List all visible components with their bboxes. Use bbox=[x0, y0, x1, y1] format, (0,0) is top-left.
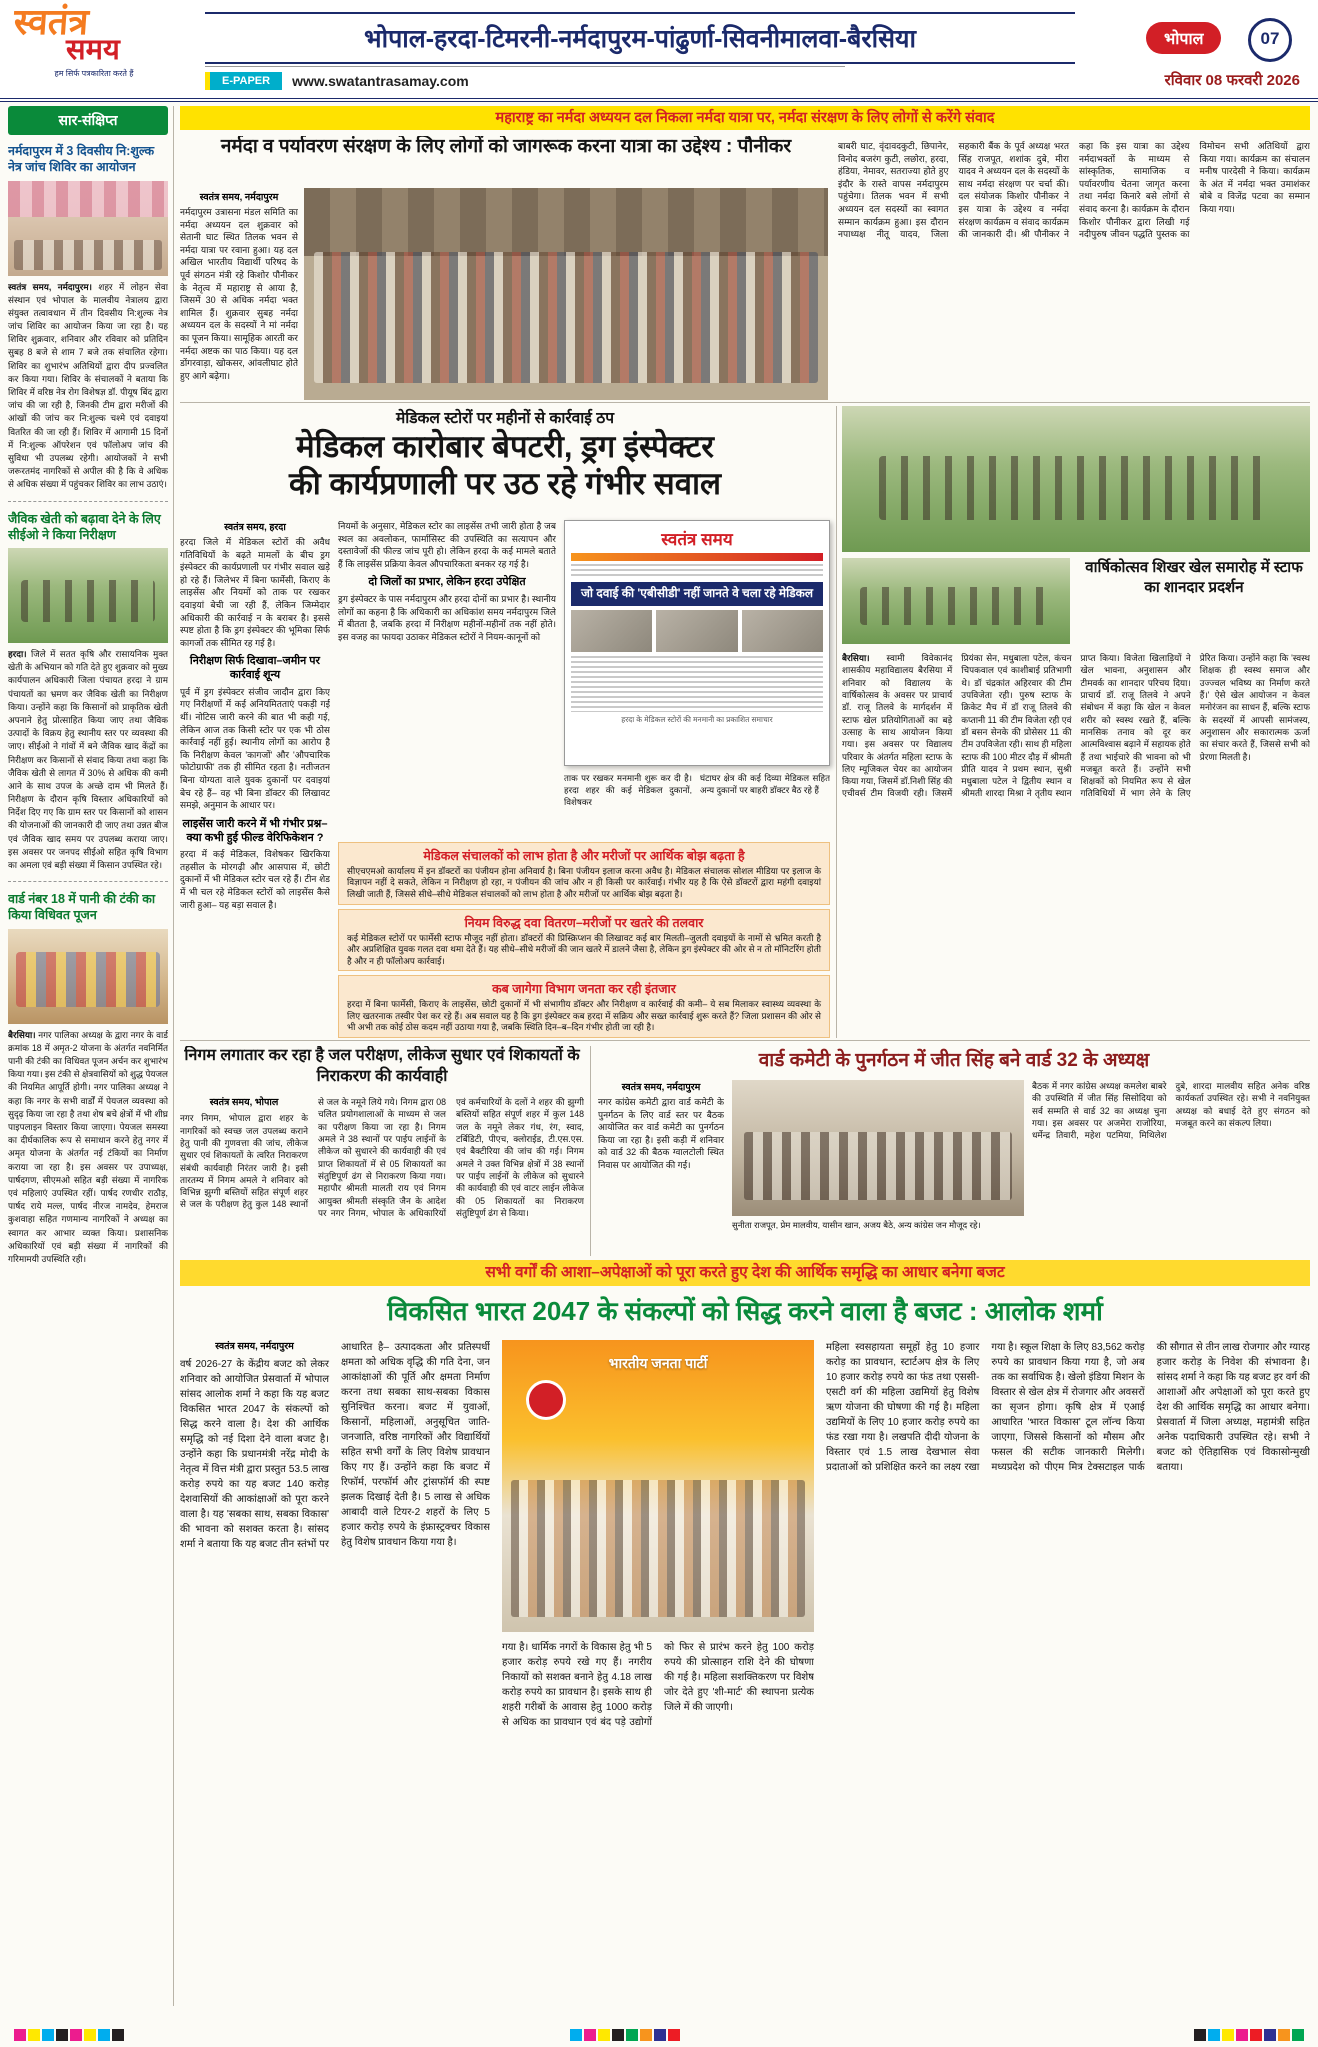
highlight-box-profit bbox=[338, 842, 830, 905]
dateline-lead: बैरसिया। bbox=[8, 1029, 36, 1040]
body-text: नर्मदापुरम उत्रासना मंडल समिति का नर्मदा अध्ययन दल शुक्रवार को सेतानी घाट स्थित तिलक भवन से नर्मदा यात्रा पर रवाना हुआ। यह दल अखिल भारतीय विद्यार्थी परिषद के पूर्व संगठन मंत्री रहे किशोर पौनीकर के नेतृत्व में महाराष्ट्र से आया है, जिसमें 30 से अधिक नर्मदा भक्त शामिल हैं। शुक्रवार सुबह नर्मदा अध्ययन दल के सदस्यों ने मां नर्मदा का पूजन किया। सामूहिक आरती कर नर्मदा अष्टक का पाठ किया। यह दल डोंगरवाड़ा, खोकसर, आंवलीघाट होते हुए आगे बढ़ेगा। bbox=[180, 207, 298, 381]
rail-divider bbox=[8, 501, 168, 502]
rail-item-body bbox=[8, 281, 168, 492]
article-columns-center: गया है। धार्मिक नगरों के विकास हेतु भी 5 हजार करोड़ रुपये रखे गए हैं। नगरीय निकायों को सशक्त बनाने हेतु 4.18 लाख करोड़ रुपये का प्रावधान है। इसके साथ ही शहरी गरीबों के आवास हेतु 1000 करोड़ से अधिक का प्रावधान एवं बंद पड़े उद्योगों को फिर से प्रारंभ करने हेतु 100 करोड़ रुपये की प्रोत्साहन राशि देने की घोषणा की गई है। महिला सशक्तिकरण पर विशेष जोर देते हुए 'शी-मार्ट' की स्थापना प्रत्येक जिले में की जाएगी। bbox=[502, 1642, 814, 1728]
article-columns bbox=[180, 1096, 584, 1254]
photo-caption: सुनीता राजपूत, प्रेम मालवीय, यासीन खान, अजय बैठे, अन्य कांग्रेस जन मौजूद रहे। bbox=[732, 1220, 981, 1230]
edition-cities-line: भोपाल-हरदा-टिमरनी-नर्मदापुरम-पांढुर्णा-सिवनीमालवा-बैरसिया bbox=[205, 12, 1075, 64]
article-headline: निगम लगातार कर रहा है जल परीक्षण, लीकेज सुधार एवं शिकायतों के निराकरण की कार्यवाही bbox=[184, 1047, 580, 1085]
rail-title: सार-संक्षिप्त bbox=[8, 106, 168, 135]
rail-item-headline: नर्मदापुरम में 3 दिवसीय नि:शुल्क नेत्र जांच शिविर का आयोजन bbox=[8, 144, 155, 175]
body-text: नगर निगम, भोपाल द्वारा शहर के नागरिकों को स्वच्छ जल उपलब्ध कराने हेतु पानी की गुणवत्ता की जांच, लीकेज सुधार एवं शिकायतों के त्वरित निराकरण संबंधी कार्यवाही निरंतर जारी है। इसी तारतम्य में निगम अमले ने शनिवार को विभिन्न झुग्गी बस्तियों सहित संपूर्ण शहर से जल के परीक्षण हेतु कुल 148 स्थानों से जल के नमूने लिये गये। निगम द्वारा 08 चलित प्रयोगशालाओं के माध्यम से जल का परीक्षण किया जा रहा है। निगम अमले ने 38 स्थानों पर पाईप लाईनों के लीकेज को सुधारने की कार्यवाही की एवं प्राप्त शिकायतों में से 05 शिकायतों का संतुष्टिपूर्ण ढंग से निराकरण किया गया। महापौर श्रीमती मालती राय एवं निगम आयुक्त श्रीमती संस्कृति जैन के आदेश पर नगर निगम, भोपाल के अधिकारियों एवं कर्मचारियों के दलों ने शहर की झुग्गी बस्तियों सहित संपूर्ण शहर में कुल 148 जल के नमूने लेकर गंध, रंग, स्वाद, टर्बिडिटी, पीएच, क्लोराईड, टी.एस.एस. एवं बैक्टीरिया की जांच की गई। निगम अमले ने उक्त विभिन्न क्षेत्रों में 38 स्थानों पर पाईप लाईनों के लीकेज को सुधारने की कार्यवाही की एवं वाटर लाईन लीकेज की 05 शिकायतों का निराकरण संतुष्टिपूर्ण ढंग से किया। bbox=[180, 1097, 584, 1218]
body-text: घंटाघर क्षेत्र की कई दिव्या मेडिकल सहित अन्य दुकानों पर बाहरी डॉक्टर बैठ रहे हैं bbox=[700, 773, 830, 796]
edition-badge: भोपाल bbox=[1146, 22, 1221, 54]
newspaper-logo bbox=[12, 1, 194, 79]
party-emblem bbox=[526, 1380, 566, 1420]
article-headline: नर्मदा व पर्यावरण संरक्षण के लिए लोगों को जागरूक करना यात्रा का उद्देश्य : पौनीकर bbox=[220, 136, 792, 157]
registration-marks-left bbox=[14, 2029, 124, 2041]
farm-inspection-photo bbox=[8, 548, 168, 643]
article-water-testing bbox=[180, 1046, 584, 1256]
narmada-group-photo bbox=[304, 188, 828, 400]
byline: स्वतंत्र समय, हरदा bbox=[224, 522, 286, 533]
body-text: शहर में लोहन सेवा संस्थान एवं भोपाल के मालवीय नेत्रालय द्वारा संयुक्त तत्वावधान में तीन दिवसीय नि:शुल्क नेत्र जांच शिविर का आयोजन किया जा रहा है। यह शिविर शुक्रवार, शनिवार और रविवार को प्रतिदिन सुबह 8 बजे से शाम 7 बजे तक संचालित रहेगा। शिविर का शुभारंभ अतिथियों द्वारा दीप प्रज्वलित कर किया गया। शिविर के संचालकों ने बताया कि शिविर में वरिष्ठ नेत्र रोग विशेषज्ञ डॉ. पीयूष बिंद द्वारा जांच की जा रही है, जिनकी टीम द्वारा मरीजों की आंखों की जांच कर नि:शुल्क चश्मे एवं दवाइयां वितरित की जा रही हैं। शिविर में आगामी 15 दिनों में नि:शुल्क ऑपरेशन एवं फॉलोअप जांच की सुविधा भी उपलब्ध रहेगी। आयोजकों ने सभी जरूरतमंद नागरिकों से अपील की है कि वे अधिक से अधिक संख्या में पहुंचकर शिविर का लाभ उठाएं। bbox=[8, 281, 168, 490]
article-headline: विकसित भारत 2047 के संकल्पों को सिद्ध करने वाला है बजट : आलोक शर्मा bbox=[387, 1296, 1103, 1326]
headline-line2: की कार्यप्रणाली पर उठ रहे गंभीर सवाल bbox=[288, 466, 722, 502]
rail-item-organic-farming bbox=[8, 511, 168, 873]
body-text: जिले में सतत कृषि और रासायनिक मुक्त खेती के अभियान को गति देते हुए शुक्रवार को मुख्य कार्यपालन अधिकारी जिला पंचायत हरदा ने ग्राम पंचायतों का भ्रमण कर जैविक खेती का निरीक्षण किया। उन्होंने कहा कि किसानों को प्राकृतिक खेती अपनाने हेतु प्रोत्साहित किया जाए तथा जैविक उत्पादों के विक्रय हेतु स्थानीय स्तर पर व्यवस्था की जाए। सीईओ ने गांवों में बने जैविक खाद केंद्रों का निरीक्षण कर किसानों से संवाद किया तथा कहा कि जैविक खेती से लागत में 30% से अधिक की कमी आने के साथ उपज के अच्छे दाम भी मिलते हैं। निरीक्षण के दौरान कृषि विस्तार अधिकारियों को निर्देश दिए गए कि ग्राम स्तर पर किसानों को शासन की योजनाओं की जानकारी दी जाए तथा उन्नत बीज एवं जैविक खाद समय पर उपलब्ध कराया जाए। इस अवसर पर जनपद सीईओ सहित कृषि विभाग का अमला एवं बड़ी संख्या में किसान उपस्थित रहे। bbox=[8, 649, 168, 870]
body-text: नगर पालिका अध्यक्ष के द्वारा नगर के वार्ड क्रमांक 18 में अमृत-2 योजना के अंतर्गत नवनिर्मित पानी की टंकी का विधिवत पूजन अर्चन कर शुभारंभ किया गया। इस टंकी से क्षेत्रवासियों को शुद्ध पेयजल की नियमित आपूर्ति होगी। नगर पालिका अध्यक्ष ने कहा कि नगर के सभी वार्डों में पेयजल व्यवस्था को सुदृढ़ किया जा रहा है तथा शेष बचे क्षेत्रों में भी शीघ्र पाइपलाइन विस्तार किया जाएगा। पेयजल समस्या का दीर्घकालिक रूप से समाधान करने हेतु नगर में अमृत योजना के अंतर्गत नई टंकियों का निर्माण कराया जा रहा है। इस अवसर पर उपाध्यक्ष, पार्षदगण, सीएमओ सहित बड़ी संख्या में नागरिक एवं महिलाएं उपस्थित रहीं। पार्षद रणधीर राठौड़, पार्षद राये मल्ल, पार्षद नीरज नामदेव, हेमराज कुशवाहा सहित गणमान्य नागरिकों ने अध्यक्ष का स्वागत कर आभार व्यक्त किया। प्रशासनिक अधिकारियों एवं बड़ी संख्या में नागरिकों की गरिमामयी उपस्थिति रही। bbox=[8, 1029, 168, 1264]
rail-item-headline: जैविक खेती को बढ़ावा देने के लिए सीईओ ने किया निरीक्षण bbox=[8, 511, 161, 542]
clipping-caption: जो दवाई की 'एबीसीडी' नहीं जानते वे चला रहे मेडिकल bbox=[571, 582, 823, 606]
article-ward-committee bbox=[598, 1046, 1310, 1256]
dateline-lead: हरदा। bbox=[8, 649, 27, 659]
logo-word-bottom: समय bbox=[66, 34, 120, 66]
sports-ground-photo bbox=[842, 406, 1310, 552]
body-text: पूर्व में ड्रग इंस्पेक्टर संजीव जादौन द्वारा किए गए निरीक्षणों में कई अनियमितताएं पकड़ी गई थीं। नोटिस जारी करने की बात भी कही गई, लेकिन आज तक किसी स्टोर पर एक भी ठोस कार्रवाई नहीं हुई। स्थानीय लोगों का आरोप है कि निरीक्षण केवल 'कागजों' और 'औपचारिक फोटोग्राफी' तक ही सीमित रहता है। नतीजतन बिना योग्यता वाले युवक दुकानों पर दवाइयां बेच रहे हैं– वह भी बिना डॉक्टर की लिखावट समझे, अनुमान के आधार पर। bbox=[180, 686, 330, 811]
body-text: हरदा में कई मेडिकल, विशेषकर खिरकिया तहसील के मोरगढ़ी और आसपास में, छोटी दुकानों में भी मेडिकल स्टोर चल रहे हैं। टीन शेड में भी चल रहे मेडिकल स्टोरों को लाइसेंस कैसे जारी हुआ– यह बड़ा सवाल है। bbox=[180, 849, 330, 910]
photo-banner-text: भारतीय जनता पार्टी bbox=[608, 1355, 708, 1371]
column-separator-line bbox=[590, 1046, 591, 1256]
clipping-masthead: स्वतंत्र समय bbox=[661, 530, 733, 549]
page-number: 07 bbox=[1248, 18, 1292, 62]
article-columns bbox=[842, 652, 1310, 1038]
highlight-box-department bbox=[338, 975, 830, 1038]
rail-item-body bbox=[8, 1029, 168, 1266]
website-link[interactable]: www.swatantrasamay.com bbox=[292, 73, 469, 89]
registration-marks-right bbox=[1194, 2029, 1304, 2041]
masthead-row2 bbox=[205, 66, 845, 90]
brief-news-rail bbox=[8, 106, 168, 2008]
rail-item-headline: वार्ड नंबर 18 में पानी की टंकी का किया विधिवत पूजन bbox=[8, 892, 156, 923]
box-title: मेडिकल संचालकों को लाभ होता है और मरीजों पर आर्थिक बोझ बढ़ता है bbox=[423, 849, 745, 863]
press-conference-photo bbox=[502, 1340, 814, 1632]
kicker: मेडिकल स्टोरों पर महीनों से कार्रवाई ठप bbox=[395, 410, 615, 427]
article-columns: बैठक में नगर कांग्रेस अध्यक्ष कमलेश बाबरे की उपस्थिति में जीत सिंह सिसोदिया को सर्व सम्मति से वार्ड 32 का अध्यक्ष चुना गया। इस अवसर पर अजमेरा राजोरिया, धर्मेन्द्र तिवारी, महेश पटमिया, मिथिलेश दुबे, शारदा मालवीय सहित अनेक वरिष्ठ कार्यकर्ता उपस्थित रहे। सभी ने नवनियुक्त अध्यक्ष को बधाई देते हुए संगठन को मजबूत करने का संकल्प लिया। bbox=[1032, 1081, 1310, 1141]
body-text: ताक पर रखकर मनमानी शुरू कर दी है। हरदा शहर की कई मेडिकल दुकानों, विशेषकर bbox=[564, 773, 692, 808]
box-text: हरदा में बिना फार्मेसी, किराए के लाइसेंस, छोटी दुकानों में भी संभागीय डॉक्टर और निरीक्षण व कार्रवाई की कमी– ये सब मिलाकर स्वास्थ्य व्यवस्था के लिए खतरनाक तस्वीर पेश कर रहे हैं। अब सवाल यह है कि ड्रग इंस्पेक्टर कब हरदा में सक्रिय और सख्त कार्रवाई शुरू करते हैं? जिला प्रशासन की ओर से भी अभी तक कोई ठोस कदम नहीं उठाया गया है, जबकि स्थिति दिन–ब–दिन गंभीर होती जा रही है। bbox=[347, 999, 821, 1033]
subhead-license: लाइसेंस जारी करने में भी गंभीर प्रश्न– क्या कभी हुई फील्ड वेरिफिकेशन ? bbox=[182, 817, 328, 844]
byline: स्वतंत्र समय, नर्मदापुरम bbox=[199, 192, 279, 203]
body-text: स्वामी विवेकानंद शासकीय महाविद्यालय बैरसिया में शनिवार को विद्यालय के वार्षिकोत्सव के अवसर पर प्राचार्य डॉ. राजू तिलवे के मार्गदर्शन में स्टाफ खेल प्रतियोगिताओं का बड़े उत्साह के साथ आयोजन किया गया। इस अवसर पर विद्यालय परिवार के अंतर्गत महिला स्टाफ के लिए म्यूजिकल चेयर का आयोजन किया गया, जिसमें डॉ.निशी सिंह की एचीवर्स टीम विजयी रही। जिसमें प्रियंका सेन, मधुबाला पटेल, कंचन चिपकवाल एवं काशीबाई प्रतिभागी थे। डॉ चंद्रकांत अहिरवार की टीम उपविजेता रही। पुरुष स्टाफ के क्रिकेट मैच में डॉ राजू तिलवे की कप्तानी 11 की टीम विजेता रही एवं डॉ बसन सेनके की प्रोसेसर 11 की टीम उपविजेता रही। साथ ही महिला स्टाफ की 100 मीटर दौड़ में श्रीमती प्रीति यादव ने प्रथम स्थान, सुश्री मधुबाला पटेल ने द्वितीय स्थान व श्रीमती शारदा मिश्रा ने तृतीय स्थान प्राप्त किया। विजेता खिलाड़ियों ने खेल भावना, अनुशासन और टीमवर्क का शानदार परिचय दिया। प्राचार्य डॉ. राजू तिलवे ने अपने संबोधन में कहा कि खेल न केवल शरीर को स्वस्थ रखते हैं, बल्कि मानसिक तनाव को दूर कर आत्मविश्वास बढ़ाने में सहायक होते हैं तथा भाईचारे की भावना को भी मजबूत करते हैं। उन्होंने सभी शिक्षकों को नियमित रूप से खेल गतिविधियों में भाग लेने के लिए प्रेरित किया। उन्होंने कहा कि 'स्वस्थ शिक्षक ही स्वस्थ समाज और उज्ज्वल भविष्य का निर्माण करते हैं।' ऐसे खेल आयोजन न केवल मनोरंजन का साधन हैं, बल्कि स्टाफ के सदस्यों में आपसी सामंजस्य, अनुशासन और सकारात्मक ऊर्जा का संचार करते हैं, जिससे सभी को प्रेरणा मिलती है। bbox=[842, 653, 1310, 799]
rail-item-water-tank bbox=[8, 891, 168, 1266]
body-text: नियमों के अनुसार, मेडिकल स्टोर का लाइसेंस तभी जारी होता है जब स्थल का अवलोकन, फार्मासिस्ट की उपस्थिति का सत्यापन और दस्तावेजों की फील्ड जांच पूरी हो। लेकिन हरदा के कई मामले बताते हैं कि लाइसेंस प्रक्रिया केवल औपचारिकता बनकर रह गई है। bbox=[338, 521, 556, 569]
ward-meeting-photo bbox=[732, 1080, 1024, 1216]
rail-item-eye-camp bbox=[8, 143, 168, 492]
article-column bbox=[180, 520, 330, 1038]
byline: स्वतंत्र समय, नर्मदापुरम bbox=[215, 1341, 294, 1352]
subhead-inspection: निरीक्षण सिर्फ दिखावा–जमीन पर कार्रवाई शून्य bbox=[189, 655, 321, 682]
subhead-charge: दो जिलों का प्रभार, लेकिन हरदा उपेक्षित bbox=[368, 576, 526, 589]
rail-divider bbox=[8, 881, 168, 882]
article-column bbox=[598, 1080, 724, 1254]
section-divider bbox=[180, 402, 1310, 403]
dateline-lead: बैरसिया। bbox=[842, 653, 870, 663]
article-columns-right: महिला स्वसहायता समूहों हेतु 10 हजार करोड़ का प्रावधान, स्टार्टअप क्षेत्र के लिए 10 हजार करोड़ रुपये का फंड तथा एससी-एसटी वर्ग की महिला उद्यमियों हेतु विशेष ऋण योजना की घोषणा की गई है। महिला उद्यमियों के लिए 10 हजार करोड़ रुपये का फंड रखा गया है। लखपति दीदी योजना के विस्तार एवं 1.5 लाख देखभाल सेवा प्रदाताओं को प्रशिक्षित करने का लक्ष्य रखा गया है। स्कूल शिक्षा के लिए 83,562 करोड़ रुपये का प्रावधान किया गया है, जो अब तक का सर्वाधिक है। खेलो इंडिया मिशन के विस्तार से खेल क्षेत्र में रोजगार और अवसरों का सृजन होगा। कृषि क्षेत्र में एआई आधारित 'भारत विकास' टूल लॉन्च किया जाएगा, जिससे किसानों को मौसम और फसल की सटीक जानकारी मिलेगी। मध्यप्रदेश को पीएम मित्र टेक्सटाइल पार्क की सौगात से तीन लाख रोजगार और ग्यारह हजार करोड़ के निवेश की संभावना है। सांसद शर्मा ने कहा कि यह बजट हर वर्ग की आशाओं और अपेक्षाओं को पूरा करते हुए देश की आर्थिक समृद्धि का आधार बनेगा। प्रेसवार्ता में जिला अध्यक्ष, महामंत्री सहित अनेक पदाधिकारी उपस्थित रहे। सभी ने बजट को ऐतिहासिक एवं विकासोन्मुखी बताया। bbox=[826, 1342, 1310, 1473]
clipping-text-lines bbox=[571, 656, 823, 712]
column-separator-line bbox=[836, 406, 837, 1038]
epaper-button[interactable]: E-PAPER bbox=[205, 72, 282, 90]
rail-separator-line bbox=[173, 106, 174, 2006]
box-title: नियम विरुद्ध दवा वितरण–मरीजों पर खतरे की तलवार bbox=[464, 915, 704, 930]
highlight-boxes bbox=[338, 842, 830, 1038]
article-headline: वार्षिकोत्सव शिखर खेल समारोह में स्टाफ का शानदार प्रदर्शन bbox=[1085, 559, 1303, 596]
article-staff-sports bbox=[842, 406, 1310, 1038]
byline: स्वतंत्र समय, भोपाल bbox=[209, 1097, 279, 1108]
body-text: नगर कांग्रेस कमेटी द्वारा वार्ड कमेटी के पुनर्गठन के लिए वार्ड स्तर पर बैठक आयोजित कर वार्ड कमेटी का पुनर्गठन किया जा रहा है। इसी कड़ी में शनिवार को वार्ड 32 की बैठक ग्वालटोली स्थित निवास पर आयोजित की गई। bbox=[598, 1097, 724, 1170]
article-columns-left bbox=[180, 1340, 490, 2008]
newspaper-clipping bbox=[564, 520, 830, 766]
article-columns-right: बाबरी घाट, वृंदावदकुटी, छिपानेर, विनोद बजरंग कुटी, लछोरा, हरदा, हंडिया, नेमावर, सतराज्या होते हुए इंदौर के रास्ते वापस नर्मदापुरम पहुंचेगा। तिलक भवन में सभी अध्ययन दल सदस्यों का स्वागत सम्मान कार्यक्रम हुआ। इस दौरान नपाध्यक्ष नीतू यादव, जिला सहकारी बैंक के पूर्व अध्यक्ष भरत सिंह राजपूत, शशांक दुबे, मीरा यादव ने अध्ययन दल के सदस्यों के साथ नर्मदा संरक्षण पर चर्चा की। दल संयोजक किशोर पौनीकर ने इस यात्रा के उद्देश्य व नर्मदा संरक्षण कार्यक्रम व संवाद कार्यक्रम की जानकारी दी। श्री पौनीकर ने कहा कि इस यात्रा का उद्देश्य नर्मदाभक्तों के माध्यम से सांस्कृतिक, सामाजिक व पर्यावरणीय चेतना जागृत करना तथा नर्मदा किनारे बसे लोगों से संवाद करना है। कार्यक्रम के दौरान किशोर पौनीकर द्वारा लिखी गई नदीपुरुष जीवन पद्धति पुस्तक का विमोचन सभी अतिथियों द्वारा किया गया। कार्यक्रम का संचालन मनीष पारदेसी ने किया। कार्यक्रम के अंत में नर्मदा भक्त उमाशंकर बोबे व विजेंद्र पटवा का सम्मान किया गया। bbox=[838, 141, 1310, 240]
masthead bbox=[0, 0, 1318, 102]
tank-pooja-photo bbox=[8, 929, 168, 1024]
article-budget bbox=[180, 1260, 1310, 2012]
clipping-color-band bbox=[571, 553, 823, 561]
dateline-lead: स्वतंत्र समय, नर्मदापुरम। bbox=[8, 281, 92, 292]
section-divider bbox=[180, 1040, 1310, 1041]
article-column bbox=[180, 190, 298, 400]
rail-item-body bbox=[8, 648, 168, 872]
highlight-strip: महाराष्ट्र का नर्मदा अध्ययन दल निकला नर्मदा यात्रा पर, नर्मदा संरक्षण के लिए लोगों से करेंगे संवाद bbox=[180, 106, 1310, 130]
byline: स्वतंत्र समय, नर्मदापुरम bbox=[621, 1082, 701, 1093]
highlight-strip: सभी वर्गों की आशा–अपेक्षाओं को पूरा करते हुए देश की आर्थिक समृद्धि का आधार बनेगा बजट bbox=[180, 1260, 1310, 1286]
body-text: हरदा जिले में मेडिकल स्टोरों की अवैध गतिविधियों के बढ़ते मामलों के बीच ड्रग इंस्पेक्टर की कार्यप्रणाली पर गंभीर सवाल खड़े हो रहे हैं। जिलेभर में बिना फार्मेसी, किराए के लाइसेंस और नियमों को ताक पर रखकर दवाइयां बेची जा रही हैं, लेकिन जिम्मेदार अधिकारी की कार्रवाई न के बराबर है। इससे स्पष्ट होता है कि ड्रग इंस्पेक्टर की भूमिका सिर्फ कागजों तक सीमित रह गई है। bbox=[180, 537, 330, 648]
logo-tagline: हम सिर्फ पत्रकारिता करते हैं bbox=[54, 69, 134, 78]
box-title: कब जागेगा विभाग जनता कर रही इंतजार bbox=[492, 982, 676, 997]
clipping-note: हरदा के मेडिकल स्टोरों की मनमानी का प्रकाशित समाचार bbox=[621, 714, 773, 724]
date-line: रविवार 08 फरवरी 2026 bbox=[1164, 72, 1300, 89]
clipping-photos bbox=[571, 610, 823, 652]
logo-word-top: स्वतंत्र bbox=[12, 1, 90, 42]
body-text: वर्ष 2026-27 के केंद्रीय बजट को लेकर शनिवार को आयोजित प्रेसवार्ता में भोपाल सांसद आलोक शर्मा ने कहा कि यह बजट विकसित भारत 2047 के संकल्पों को सिद्ध करने वाला है। देश की आर्थिक समृद्धि को नई दिशा देने वाला बजट है। उन्होंने कहा कि प्रधानमंत्री नरेंद्र मोदी के नेतृत्व में वित्त मंत्री द्वारा प्रस्तुत 53.5 लाख करोड़ रुपये का यह बजट 140 करोड़ देशवासियों की आकांक्षाओं को पूरा करने वाला है। यह 'सबका साथ, सबका विकास' की भावना को सशक्त करता है। सांसद शर्मा ने बताया कि यह बजट तीन स्तंभों पर आधारित है– उत्पादकता और प्रतिस्पर्धी क्षमता को अधिक वृद्धि की गति देना, जन आकांक्षाओं की पूर्ति और क्षमता निर्माण करना तथा सबका साथ-सबका विकास सुनिश्चित करना। बजट में युवाओं, किसानों, महिलाओं, अनुसूचित जाति-जनजाति, वरिष्ठ नागरिकों और विद्यार्थियों सहित सभी वर्गों के लिए विशेष प्रावधान किए गए हैं। उन्होंने कहा कि बजट में रिफॉर्म, परफॉर्म और ट्रांसफॉर्म की स्पष्ट झलक दिखाई देती है। 5 लाख से अधिक आबादी वाले टियर-2 शहरों के लिए 5 हजार करोड़ रुपये के इंफ्रास्ट्रक्चर विकास हेतु विशेष प्रावधान किया गया है। bbox=[180, 1342, 490, 1551]
article-medical-stores bbox=[180, 406, 830, 1038]
clipping-text-lines bbox=[571, 564, 823, 578]
box-text: सीएचएमओ कार्यालय में इन डॉक्टरों का पंजीयन होना अनिवार्य है। बिना पंजीयन इलाज करना अवैध है। मेडिकल संचालक सोशल मीडिया पर इलाज के विज्ञापन नहीं दे सकते, लेकिन न निरीक्षण हो रहा, न पंजीयन की जांच और न ही किसी पर कार्रवाई। गंभीर यह है कि ऐसे डॉक्टरों द्वारा महंगी दवाइयां लिखी जाती हैं, जिससे सीधे–सीधे मेडिकल संचालकों को लाभ होता है और मरीजों पर आर्थिक बोझ बढ़ता है। bbox=[347, 866, 821, 899]
article-headline: वार्ड कमेटी के पुनर्गठन में जीत सिंह बने वार्ड 32 के अध्यक्ष bbox=[758, 1050, 1150, 1071]
headline-line1: मेडिकल कारोबार बेपटरी, ड्रग इंस्पेक्टर bbox=[296, 429, 714, 464]
box-text: कई मेडिकल स्टोरों पर फार्मेसी स्टाफ मौजूद नहीं होता। डॉक्टरों की प्रिस्क्रिप्शन की लिखावट कई बार मिलती–जुलती दवाइयों के नामों से भ्रमित करती है और अप्रशिक्षित युवक गलत दवा थमा देते हैं। यह सीधे–सीधे मरीजों की जान खतरे में डालने जैसा है, लेकिन ड्रग इंस्पेक्टर की ओर से न तो मॉनिटरिंग होती है और न ही फॉलोअप कार्रवाई। bbox=[347, 932, 821, 966]
article-headline bbox=[180, 428, 830, 514]
highlight-box-distribution bbox=[338, 909, 830, 972]
body-text: ड्रग इंस्पेक्टर के पास नर्मदापुरम और हरदा दोनों का प्रभार है। स्थानीय लोगों का कहना है कि अधिकारी का अधिकांश समय नर्मदापुरम जिले में बीतता है, जबकि हरदा में निरीक्षण महीनों-महीनों तक नहीं होते। इस वजह का फायदा उठाकर मेडिकल स्टोरों ने नियम-कानूनों को bbox=[338, 594, 556, 642]
article-narmada-yatra bbox=[180, 106, 1310, 400]
registration-marks-center bbox=[570, 2029, 680, 2041]
sports-team-photo bbox=[842, 558, 1070, 644]
eye-camp-photo bbox=[8, 181, 168, 276]
article-column bbox=[338, 520, 556, 838]
